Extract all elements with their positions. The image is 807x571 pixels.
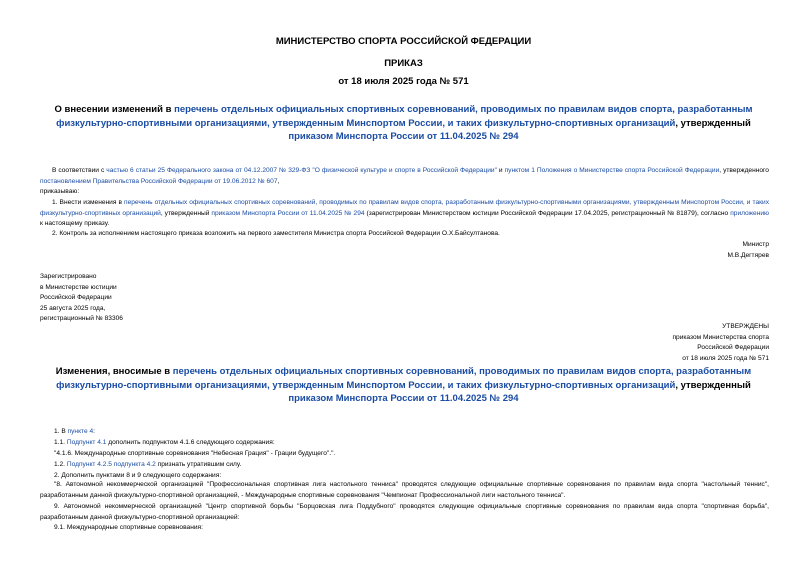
change-item-9: 9. Автономной некоммерческой организацией "Центр спортивной борьбы "Борцовская лига Поддубного" проводятся следующие официальные спортивные соревнования по правилам вида спорта "спортивная борьба", разработанным данной физкультурно-спортивной организацией: bbox=[40, 503, 769, 521]
registration-line: 25 августа 2025 года, bbox=[40, 304, 106, 312]
changes-title bbox=[36, 365, 771, 406]
item1-order-link[interactable]: приказом Минспорта России от 11.04.2025 № 294 bbox=[211, 209, 365, 217]
signature-block bbox=[727, 240, 769, 261]
subpoint-4-2-5-link[interactable]: Подпункт 4.2.5 bbox=[66, 461, 112, 468]
ministry-regulation-link[interactable]: пунктом 1 Положения о Министерстве спорта Российской Федерации bbox=[504, 167, 720, 174]
change-text: 1. В bbox=[54, 428, 68, 435]
subpoint-4-1-link[interactable]: Подпункт 4.1 bbox=[66, 439, 107, 446]
item1-list-link[interactable]: перечень отдельных официальных спортивных соревнований, проводимых по правилам видов спорта, разработанным физкультурно-спортивными организациями, утвержденным Минспортом России, и таких физкультурно-спортивных организаций bbox=[40, 199, 769, 217]
changes-title-prefix: Изменения, вносимые в bbox=[55, 366, 173, 377]
registration-line: Зарегистрировано bbox=[40, 273, 97, 280]
intro-text-1: В соответствии с bbox=[52, 167, 107, 174]
federal-law-link[interactable]: частью 6 статьи 25 Федерального закона от 04.12.2007 № 329-ФЗ "О физической культуре и спорте в Российской Федерации" bbox=[106, 167, 497, 174]
item1-text-2: , утвержденный bbox=[160, 209, 212, 217]
change-item-8: "8. Автономной некоммерческой организацией "Профессиональная спортивная лига настольного тенниса" проводятся следующие официальные спортивные соревнования по правилам вида спорта "настольный теннис", разработанным данной физкультурно-спортивной организацией, - Международные спортивные соревнования "Чемпионат Профессиональной лиги настольного тенниса". bbox=[40, 481, 769, 499]
point-4-link[interactable]: пункте 4 bbox=[67, 428, 94, 435]
change-item-1-2 bbox=[54, 460, 769, 471]
order-heading: ПРИКАЗ bbox=[384, 58, 423, 69]
changes-title-mid: , утвержденный bbox=[675, 379, 751, 391]
order-date-number: от 18 июля 2025 года № 571 bbox=[338, 76, 469, 87]
intro-text-4: , bbox=[277, 177, 280, 185]
registration-line: Российской Федерации bbox=[40, 294, 112, 302]
ministry-heading: МИНИСТЕРСТВО СПОРТА РОССИЙСКОЙ ФЕДЕРАЦИИ bbox=[275, 36, 532, 47]
order-title bbox=[36, 103, 771, 144]
order-word: приказываю: bbox=[40, 188, 80, 195]
registration-block bbox=[40, 272, 123, 325]
title-list-link[interactable]: перечень отдельных официальных спортивных соревнований, проводимых по правилам видов спорта, разработанным физкультурно-спортивными организациями, утвержденным Минспортом России, и таких физкультурно-спортивных организаций bbox=[56, 104, 753, 129]
item1-text-4: к настоящему приказу. bbox=[40, 220, 110, 228]
change-item-2: 2. Дополнить пунктами 8 и 9 следующего содержания: bbox=[54, 472, 222, 479]
order-item-1 bbox=[40, 198, 769, 230]
signature-position: Министр bbox=[742, 241, 769, 248]
signature-name: М.В.Дегтярев bbox=[727, 251, 769, 259]
change-text: признать утратившим силу. bbox=[155, 461, 242, 468]
change-text: : bbox=[93, 428, 95, 435]
government-decree-link[interactable]: постановлением Правительства Российской Федерации от 19.06.2012 № 607 bbox=[40, 177, 278, 185]
approval-block bbox=[672, 322, 769, 364]
changes-title-order-link[interactable]: приказом Минспорта России от 11.04.2025 № 294 bbox=[288, 393, 519, 404]
title-order-link[interactable]: приказом Минспорта России от 11.04.2025 № 294 bbox=[288, 131, 519, 142]
appendix-link[interactable]: приложению bbox=[730, 209, 769, 217]
approval-line: приказом Министерства спорта bbox=[672, 333, 769, 341]
approval-line: Российской Федерации bbox=[697, 344, 769, 352]
registration-line: в Министерстве юстиции bbox=[40, 283, 117, 291]
order-item-2: 2. Контроль за исполнением настоящего приказа возложить на первого заместителя Министра спорта Российской Федерации О.Х.Байсултанова. bbox=[52, 230, 500, 237]
item1-text-3: (зарегистрирован Министерством юстиции Российской Федерации 17.04.2025, регистрационный № 81879), согласно bbox=[364, 209, 731, 217]
approval-line: УТВЕРЖДЕНЫ bbox=[722, 323, 769, 330]
intro-paragraph bbox=[40, 166, 769, 187]
changes-title-list-link[interactable]: перечень отдельных официальных спортивных соревнований, проводимых по правилам видов спорта, разработанным физкультурно-спортивными организациями, утвержденным Минспортом России, и таких физкультурно-спортивных организаций bbox=[56, 366, 752, 391]
change-item-9-1: 9.1. Международные спортивные соревнования: bbox=[54, 524, 203, 531]
registration-line: регистрационный № 83306 bbox=[40, 315, 123, 323]
title-mid: , утвержденный bbox=[675, 117, 751, 129]
intro-text-2: и bbox=[496, 167, 505, 174]
change-item-4-1-6: "4.1.6. Международные спортивные соревнования "Небесная Грация" - Грации будущего".". bbox=[54, 450, 336, 457]
change-item-1 bbox=[54, 427, 769, 438]
intro-text-3: , утвержденного bbox=[719, 167, 769, 174]
title-prefix: О внесении изменений в bbox=[54, 104, 175, 115]
change-item-1-1 bbox=[54, 438, 769, 449]
change-text: 1.2. bbox=[54, 461, 67, 468]
approval-line: от 18 июля 2025 года № 571 bbox=[682, 354, 769, 362]
change-text: дополнить подпунктом 4.1.6 следующего содержания: bbox=[106, 439, 275, 446]
item1-text-1: 1. Внести изменения в bbox=[52, 199, 125, 206]
subpoint-4-2-link[interactable]: подпункта 4.2 bbox=[111, 461, 156, 468]
change-text: 1.1. bbox=[54, 439, 67, 446]
